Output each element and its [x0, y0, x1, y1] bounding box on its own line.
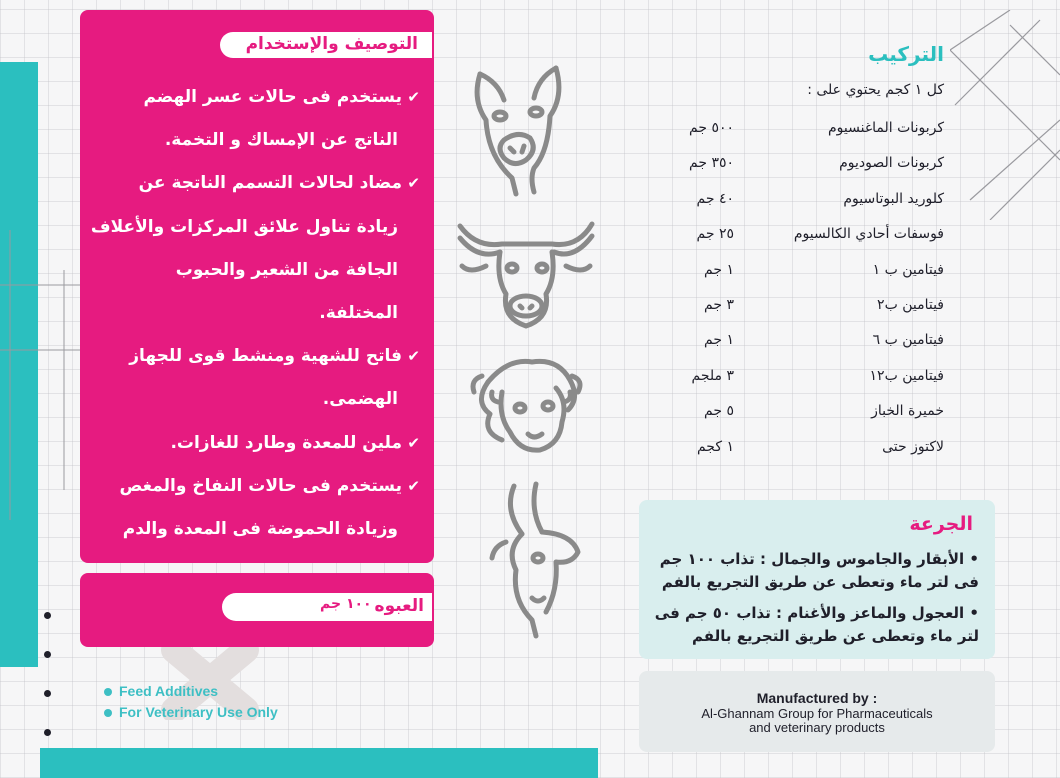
bullet-dot-icon — [104, 709, 112, 717]
feature-list — [104, 681, 278, 723]
manufacturer-name-cont: and veterinary products — [749, 720, 885, 735]
usage-line-text: الهضمى. — [322, 389, 398, 410]
checkmark-icon: ✔ — [407, 347, 420, 366]
composition-row — [660, 217, 944, 252]
usage-line-text: فاتح للشهية ومنشط قوى للجهاز — [129, 346, 402, 367]
packaging-label: العبوه — [374, 596, 424, 616]
ingredient-amount: ٣٥٠ جم — [689, 155, 734, 172]
goat-head-icon — [486, 480, 586, 640]
usage-line-text: الناتج عن الإمساك و التخمة. — [164, 130, 398, 151]
manufacturer-box — [639, 671, 995, 752]
ingredient-name: فوسفات أحادي الكالسيوم — [793, 226, 944, 243]
checkmark-icon: ✔ — [407, 88, 420, 106]
composition-row — [660, 182, 944, 217]
usage-line — [96, 508, 420, 551]
usage-line-text: زيادة تناول علائق المركزات والأعلاف — [90, 216, 398, 237]
usage-line — [90, 206, 420, 249]
ingredient-name: لاكتوز حتى — [882, 438, 944, 455]
usage-line-text: المختلفة. — [319, 302, 398, 323]
ingredient-amount: ٥٠٠ جم — [689, 120, 734, 136]
composition-row — [660, 288, 944, 323]
ingredient-name: فيتامين ب٢ — [877, 296, 944, 313]
composition-row — [660, 430, 944, 465]
usage-line — [96, 422, 420, 465]
decorative-grid-lines — [0, 230, 80, 530]
ingredient-amount: ١ كجم — [696, 438, 734, 455]
usage-line-text: يستخدم فى حالات عسر الهضم — [143, 87, 402, 107]
cow-head-icon — [456, 208, 596, 338]
ingredient-amount: ١ جم — [704, 332, 734, 349]
usage-line — [96, 162, 420, 205]
ingredient-amount: ٤٠ جم — [696, 190, 734, 207]
checkmark-icon: ✔ — [407, 476, 420, 495]
checkmark-icon: ✔ — [407, 433, 420, 452]
usage-line — [96, 119, 420, 162]
ingredient-name: كربونات الصوديوم — [839, 155, 944, 172]
composition-row — [660, 111, 944, 146]
bullet-dot-icon — [104, 688, 112, 696]
ingredient-name: فيتامين ب ٦ — [872, 332, 944, 349]
usage-line-text: مضاد لحالات التسمم الناتجة عن — [138, 173, 402, 194]
sheep-head-icon — [468, 352, 584, 462]
composition-row — [660, 146, 944, 181]
composition-table — [660, 111, 944, 465]
composition-title: التركيب — [868, 42, 944, 66]
dose-instructions — [649, 548, 979, 656]
camel-head-icon — [468, 60, 568, 200]
usage-line — [96, 335, 420, 378]
ingredient-amount: ٥ جم — [704, 403, 734, 420]
composition-row — [660, 323, 944, 358]
usage-list — [90, 76, 420, 551]
usage-line — [96, 76, 420, 119]
checkmark-icon: ✔ — [407, 174, 420, 193]
composition-row — [660, 359, 944, 394]
ingredient-name: فيتامين ب ١ — [872, 261, 944, 278]
ingredient-name: كربونات الماغنسيوم — [828, 120, 944, 136]
ingredient-amount: ٣ ملجم — [691, 367, 734, 384]
usage-line-text: يستخدم فى حالات النفاخ والمغص — [119, 475, 402, 496]
packaging-pill — [222, 593, 432, 621]
ingredient-amount: ٣ جم — [704, 296, 734, 313]
manufacturer-label: Manufactured by : — [756, 690, 878, 706]
ingredient-name: كلوريد البوتاسيوم — [843, 190, 944, 207]
manufacturer-name: Al-Ghannam Group for Pharmaceuticals — [701, 706, 933, 721]
dose-item-large-animals: • الأبقار والجاموس والجمال : تذاب ١٠٠ جم فى لتر ماء وتعطى عن طريق التجريع بالفم — [659, 550, 979, 591]
usage-title: التوصيف والإستخدام — [245, 34, 418, 54]
usage-line-text: الجافة من الشعير والحبوب — [175, 259, 398, 280]
usage-line — [96, 292, 420, 335]
dose-item-small-animals: • العجول والماعز والأغنام : تذاب ٥٠ جم فى لتر ماء وتعطى عن طريق التجريع بالفم — [654, 604, 979, 645]
ingredient-name: خميرة الخباز — [871, 403, 944, 420]
ingredient-amount: ١ جم — [704, 261, 734, 278]
decorative-dots — [44, 612, 51, 768]
usage-title-pill — [220, 32, 432, 58]
decorative-corner-lines — [950, 10, 1060, 220]
feature-item: For Veterinary Use Only — [104, 702, 278, 723]
teal-bottom-band — [40, 748, 598, 778]
packaging-value: ١٠٠ جم — [320, 596, 372, 612]
ingredient-name: فيتامين ب١٢ — [869, 367, 944, 384]
composition-row — [660, 253, 944, 288]
usage-line-text: وزيادة الحموضة فى المعدة والدم — [122, 518, 398, 539]
usage-line-text: ملين للمعدة وطارد للغازات. — [170, 432, 402, 453]
dose-title: الجرعة — [909, 513, 973, 535]
usage-line — [96, 465, 420, 508]
dose-box — [639, 500, 995, 659]
usage-line — [96, 378, 420, 421]
feature-item: Feed Additives — [104, 681, 278, 702]
composition-row — [660, 394, 944, 429]
ingredient-amount: ٢٥ جم — [696, 226, 734, 243]
composition-intro: كل ١ كجم يحتوي على : — [807, 82, 944, 98]
usage-line — [96, 249, 420, 292]
